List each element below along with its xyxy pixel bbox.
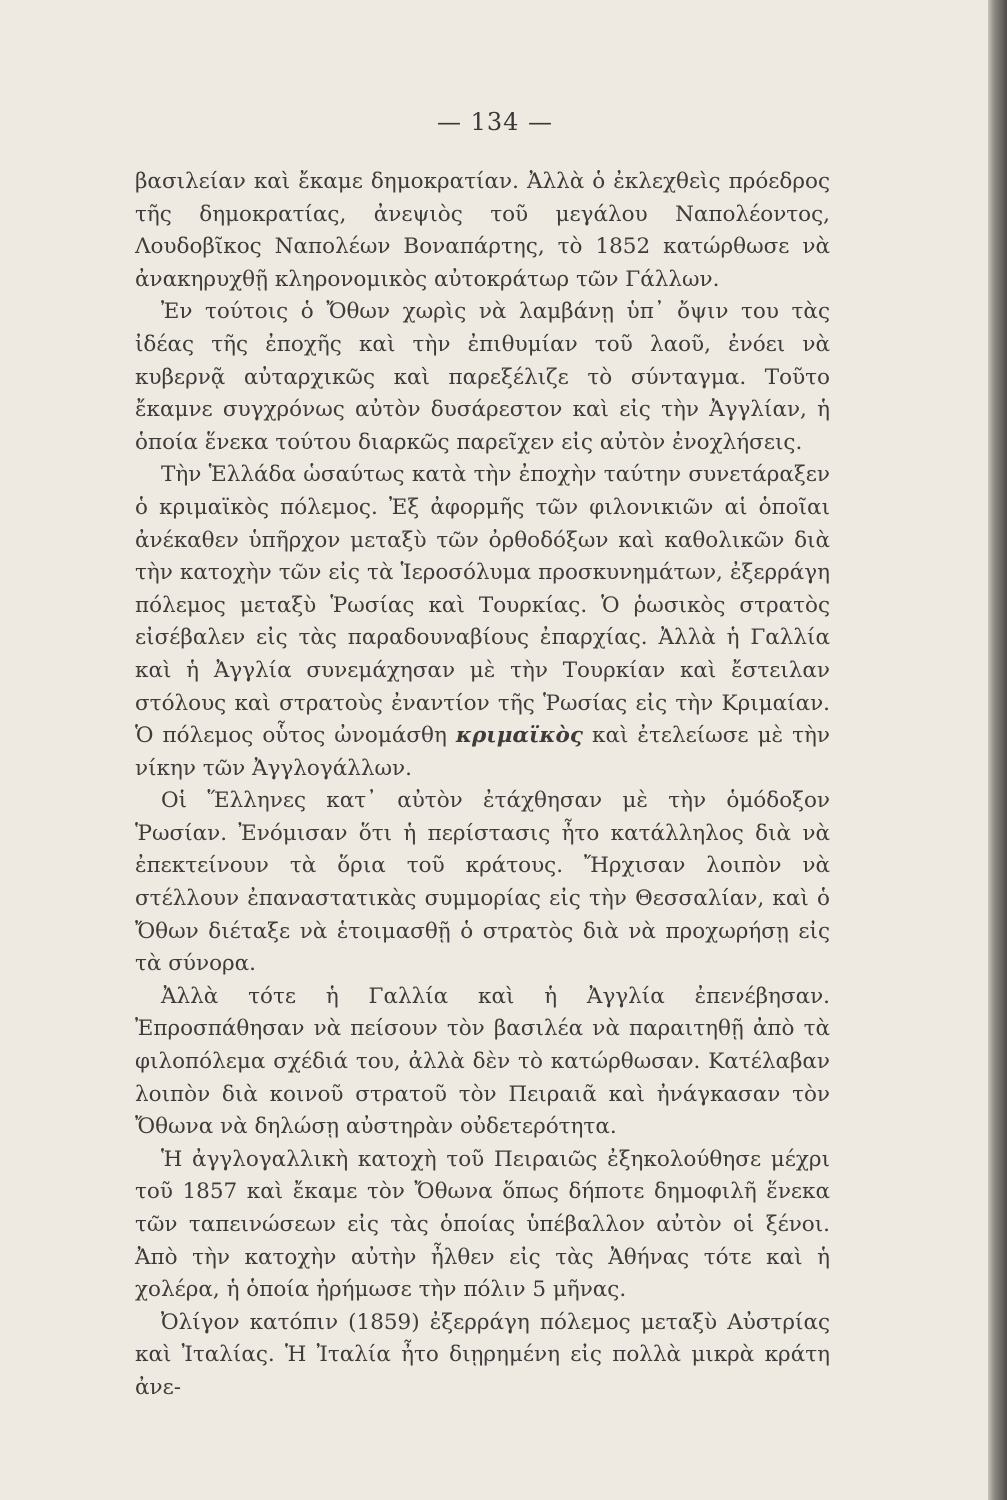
page-edge-shadow (988, 0, 1007, 1500)
paragraph-3-text-before: Τὴν Ἑλλάδα ὡσαύτως κατὰ τὴν ἐποχὴν ταύτην συνετάραξεν ὁ κριμαϊκὸς πόλεμος. Ἐξ ἀφορμῆς τῶν φιλονικιῶν αἱ ὁποῖαι ἀνέκαθεν ὑπῆρχον μεταξὺ τῶν ὀρθοδόξων καὶ καθολικῶν διὰ τὴν κατοχὴν τῶν εἰς τὰ Ἱεροσόλυμα προσκυνημάτων, ἐξερράγη πόλεμος μεταξὺ Ῥωσίας καὶ Τουρκίας. Ὁ ῥωσικὸς στρατὸς εἰσέβαλεν εἰς τὰς παραδουναβίους ἐπαρχίας. Ἀλλὰ ἡ Γαλλία καὶ ἡ Ἀγγλία συνεμάχησαν μὲ τὴν Τουρκίαν καὶ ἔστειλαν στόλους καὶ στρατοὺς ἐναντίον τῆς Ῥωσίας εἰς τὴν Κριμαίαν. Ὁ πόλεμος οὗτος ὠνομάσθη (135, 462, 830, 749)
paragraph-5: Ἀλλὰ τότε ἡ Γαλλία καὶ ἡ Ἀγγλία ἐπενέβησαν. Ἐπροσπάθησαν νὰ πείσουν τὸν βασιλέα νὰ παραιτηθῇ ἀπὸ τὰ φιλοπόλεμα σχέδιά του, ἀλλὰ δὲν τὸ κατώρθωσαν. Κατέλαβαν λοιπὸν διὰ κοινοῦ στρατοῦ τὸν Πειραιᾶ καὶ ἠνάγκασαν τὸν Ὄθωνα νὰ δηλώσῃ αὐστηρὰν οὐδετερότητα. (135, 983, 830, 1140)
paragraph-4: Οἱ Ἕλληνες κατ᾽ αὐτὸν ἐτάχθησαν μὲ τὴν ὁμόδοξον Ῥωσίαν. Ἐνόμισαν ὅτι ἡ περίστασις ἦτο κατάλληλος διὰ νὰ ἐπεκτείνουν τὰ ὅρια τοῦ κράτους. Ἤρχισαν λοιπὸν νὰ στέλλουν ἐπαναστατικὰς συμμορίας εἰς τὴν Θεσσαλίαν, καὶ ὁ Ὄθων διέταξε νὰ ἑτοιμασθῇ ὁ στρατὸς διὰ νὰ προχωρήσῃ εἰς τὰ σύνορα. (135, 788, 830, 977)
emphasized-term: κριμαϊκὸς (455, 723, 583, 749)
paragraph-3-text-after: καὶ ἐτελείωσε μὲ τὴν νίκην τῶν Ἀγγλογάλλων. (135, 723, 830, 781)
body-text (135, 166, 830, 1405)
paragraph-3 (135, 459, 830, 785)
paragraph-2: Ἐν τούτοις ὁ Ὄθων χωρὶς νὰ λαμβάνῃ ὑπ᾽ ὄψιν του τὰς ἰδέας τῆς ἐποχῆς καὶ τὴν ἐπιθυμίαν τοῦ λαοῦ, ἐνόει νὰ κυβερνᾷ αὐταρχικῶς καὶ παρεξέλιζε τὸ σύνταγμα. Τοῦτο ἔκαμνε συγχρόνως αὐτὸν δυσάρεστον καὶ εἰς τὴν Ἀγγλίαν, ἡ ὁποία ἕνεκα τούτου διαρκῶς παρεῖχεν εἰς αὐτὸν ἐνοχλήσεις. (135, 299, 830, 455)
page-number: — 134 — (436, 108, 554, 136)
paragraph-6: Ἡ ἀγγλογαλλικὴ κατοχὴ τοῦ Πειραιῶς ἐξηκολούθησε μέχρι τοῦ 1857 καὶ ἔκαμε τὸν Ὄθωνα ὅπως δήποτε δημοφιλῆ ἕνεκα τῶν ταπεινώσεων εἰς τὰς ὁποίας ὑπέβαλλον αὐτὸν οἱ ξένοι. Ἀπὸ τὴν κατοχὴν αὐτὴν ἦλθεν εἰς τὰς Ἀθήνας τότε καὶ ἡ χολέρα, ἡ ὁποία ἠρήμωσε τὴν πόλιν 5 μῆνας. (135, 1146, 830, 1303)
paragraph-1: βασιλείαν καὶ ἔκαμε δημοκρατίαν. Ἀλλὰ ὁ ἐκλεχθεὶς πρόεδρος τῆς δημοκρατίας, ἀνεψιὸς τοῦ μεγάλου Ναπολέοντος, Λουδοβῖκος Ναπολέων Βοναπάρτης, τὸ 1852 κατώρθωσε νὰ ἀνακηρυχθῇ κληρονομικὸς αὐτοκράτωρ τῶν Γάλλων. (135, 169, 830, 292)
paragraph-7: Ὀλίγον κατόπιν (1859) ἐξερράγη πόλεμος μεταξὺ Αὐστρίας καὶ Ἰταλίας. Ἡ Ἰταλία ἦτο διῃρημένη εἰς πολλὰ μικρὰ κράτη ἀνε- (135, 1309, 830, 1400)
